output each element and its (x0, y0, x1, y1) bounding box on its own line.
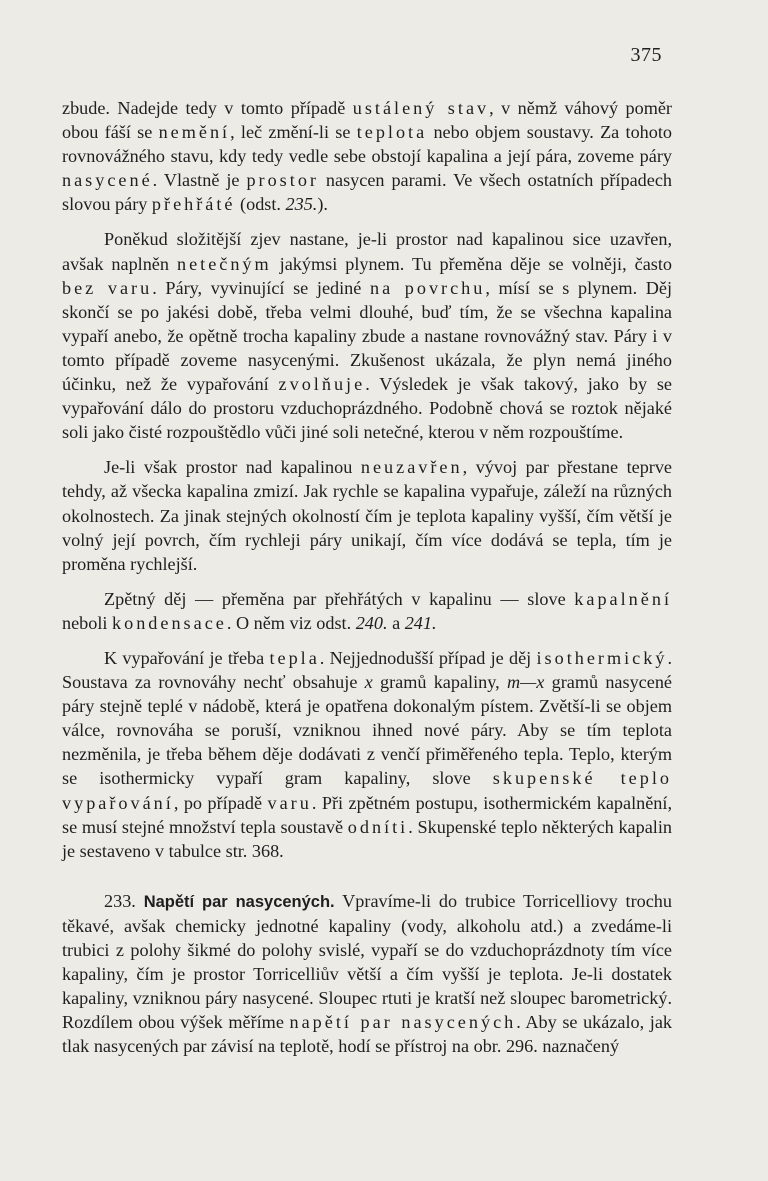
emphasis-term: skupenské teplo vypařování (62, 768, 672, 813)
page-number: 375 (630, 44, 662, 66)
paragraph-1 (62, 96, 672, 216)
emphasis-term: bez varu (62, 277, 153, 298)
text-run: jakýmsi plynem. Tu přeměna děje se volněji, často (271, 253, 673, 274)
text-run: Poněkud složitější zjev nastane, je-li prostor nad kapalinou sice uzavřen, avšak naplněn (62, 229, 672, 274)
section-reference: 240. (355, 612, 388, 633)
paragraph-6 (62, 889, 672, 1059)
math-variable: x (364, 672, 373, 693)
text-run: K vypařování je třeba (104, 647, 270, 668)
text-run: . Skupenské teplo některých kapalin je sestaveno v tabulce str. 368. (62, 816, 672, 861)
text-run: . O něm viz odst. (226, 612, 356, 633)
text-run: ). (317, 194, 328, 215)
text-run: (odst. (235, 194, 286, 215)
text-run: a (387, 612, 405, 633)
section-heading: Napětí par nasycených. (143, 892, 335, 911)
text-run: , mísí se s plynem. Děj skončí se po jakési době, třeba velmi dlouhé, buď tím, že se všechna kapalina vypaří anebo, že opětně trocha kapaliny zbude a nastane rovnovážný stav. Páry i v tomto případě zoveme nasycenými. Zkušenost ukázala, že plyn nemá jiného účinku, než že vypařování (62, 277, 673, 395)
text-run: zbude. Nadejde tedy v tomto případě (62, 98, 353, 118)
text-run: . Soustava za rovnováhy nechť obsahuje (62, 647, 672, 693)
emphasis-term: nasycené (62, 170, 153, 191)
emphasis-term: nemění (158, 122, 231, 143)
paragraph-3 (62, 455, 672, 575)
emphasis-term: varu (267, 792, 312, 813)
emphasis-term: přehřáté (151, 194, 236, 215)
section-reference: 235. (285, 194, 318, 215)
emphasis-term: kapalnění (574, 588, 672, 609)
emphasis-term: netečným (176, 253, 272, 274)
math-variable: m—x (506, 672, 545, 693)
text-run: Vpravíme-li do trubice Torricelliovy trochu těkavé, avšak chemicky jednotné kapaliny (vody, alkoholu atd.) a zvedáme-li trubici z polohy šikmé do polohy svislé, vypaří se do vzduchoprázdnoty tím více kapaliny, čím je prostor Torricelliův větší a čím vyšší je teplota. Je-li dostatek kapaliny, vzniknou páry nasycené. Sloupec rtuti je kratší než sloupec barometrický. Rozdílem obou výšek měříme (62, 890, 672, 1033)
paragraph-2 (62, 227, 672, 444)
paragraph-4 (62, 587, 672, 635)
emphasis-term: napětí par nasycených (289, 1012, 517, 1033)
emphasis-term: neuzavřen (360, 457, 463, 478)
section-reference: 241. (404, 612, 437, 633)
paragraph-5 (62, 646, 672, 863)
emphasis-term: tepla (269, 647, 320, 668)
emphasis-term: na povrchu (369, 277, 486, 298)
text-run: , po případě (173, 792, 268, 813)
text-run: . Nejjednodušší případ je děj (319, 647, 537, 668)
emphasis-term: kondensace (112, 612, 227, 633)
text-run: . Při zpětném postupu, isothermickém kapalnění, se musí stejné množství tepla soustavě (62, 792, 672, 837)
text-run: , vývoj par přestane teprve tehdy, až všecka kapalina zmizí. Jak rychle se kapalina vypařuje, záleží na různých okolnostech. Za jinak stejných okolností čím je teplota kapaliny vyšší, čím větší je volný její povrch, čím rychleji páry unikají, čím více dodává se tepla, tím je proměna rychlejší. (62, 457, 673, 574)
text-run: nebo objem soustavy. Za tohoto rovnovážného stavu, kdy tedy vedle sebe obstojí kapalina a její pára, zoveme páry (62, 122, 673, 167)
emphasis-term: ustálený stav (352, 98, 490, 118)
text-run: nasycen parami. Ve všech ostatních případech slovou páry (62, 170, 672, 215)
emphasis-term: zvolňuje (278, 374, 366, 395)
text-run: . Páry, vyvinující se jediné (152, 277, 370, 298)
emphasis-term: prostor (246, 170, 319, 191)
text-run: , leč změní-li se (230, 122, 357, 143)
emphasis-term: isothermický (536, 647, 668, 668)
text-run: . Vlastně je (152, 170, 247, 191)
section-number: 233. (104, 890, 136, 911)
text-run: Je-li však prostor nad kapalinou (104, 457, 361, 478)
text-run: . Aby se ukázalo, jak tlak nasycených par závisí na teplotě, hodí se přístroj na obr. 296. naznačený (62, 1012, 672, 1057)
text-run: . Výsledek je však takový, jako by se vypařování dálo do prostoru vzduchoprázdného. Podobně chová se roztok nějaké soli jako čisté rozpouštědlo vůči jiné soli netečné, kterou v něm rozpouštíme. (62, 374, 673, 443)
text-run: gramů kapaliny, (372, 672, 507, 693)
emphasis-term: teplota (356, 122, 428, 143)
emphasis-term: odníti (347, 816, 409, 837)
text-run: , v němž váhový poměr obou fáší se (62, 98, 672, 143)
text-run: Zpětný děj — přeměna par přehřátých v kapalinu — slove (104, 588, 575, 609)
text-run: gramů nasycené páry stejně teplé v nádobě, která je opatřena dokonalým pístem. Zvětší-li se objem válce, rovnováha se poruší, vzniknou ihned nové páry. Aby se tím teplota nezměnila, je třeba během děje dodávati z venčí přiměřeného tepla. Teplo, kterým se isothermicky vypaří gram kapaliny, slove (62, 672, 672, 789)
text-run: neboli (62, 612, 113, 633)
page-body (62, 96, 672, 1058)
